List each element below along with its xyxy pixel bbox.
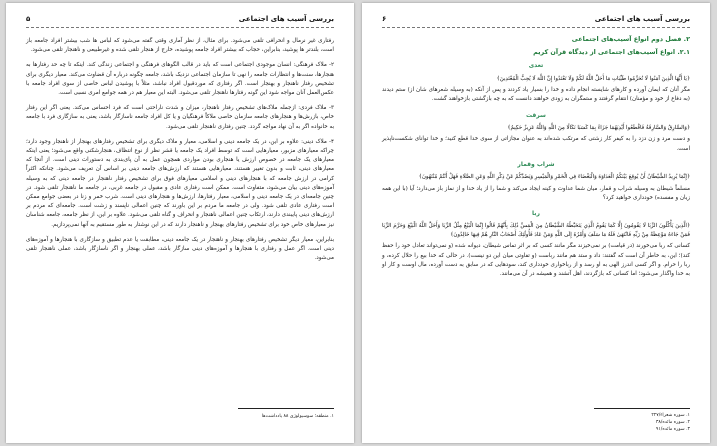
section-title: ۲. فصل دوم انواع آسیب‌های اجتماعی bbox=[571, 35, 690, 43]
subsection-title: ۲.۱. انواع آسیب‌های اجتماعی از دیدگاه قرآن کریم bbox=[533, 48, 690, 57]
footnote-divider bbox=[238, 408, 334, 409]
quran-verse: ﴿الَّذِينَ يَأْكُلُونَ الرِّبَا لَا يَقُومُونَ إِلَّا كَمَا يَقُومُ الَّذِي يَتَخَبَّطُهُ الشَّيْطَانُ مِنَ الْمَسِّ ذَٰلِكَ بِأَنَّهُمْ قَالُوا إِنَّمَا الْبَيْعُ مِثْلُ الرِّبَا وَأَحَلَّ اللَّهُ الْبَيْعَ وَحَرَّمَ الرِّبَا فَمَنْ جَاءَهُ مَوْعِظَةٌ مِنْ رَبِّهِ فَانْتَهَىٰ فَلَهُ مَا سَلَفَ وَأَمْرُهُ إِلَى اللَّهِ وَمَنْ عَادَ فَأُولَٰئِكَ أَصْحَابُ النَّارِ هُمْ فِيهَا خَالِدُونَ﴾ bbox=[382, 223, 690, 238]
footnote: ۱. سوره شعراء/۲۲۷ bbox=[651, 413, 690, 418]
footnote-divider bbox=[594, 408, 690, 409]
page-header bbox=[382, 13, 690, 28]
footnote: ۳. سوره مائده/۹۱ bbox=[655, 427, 690, 432]
paragraph: رفتاری غیر نرمال و انحرافی تلقی می‌شود. برای مثال، از نظر آماری وقتی گفته می‌شود که لباس ها شب بیشتر افراد جامعه باز است، بلندتر ها پوشید، بنابراین، حجاب که بیشتر افراد جامعه پوشیده، خارج از هنجار تلقی شده و غیرطبیعی و ناهنجار تلقی می‌شود. bbox=[26, 38, 334, 54]
page-body bbox=[382, 35, 690, 285]
translation-paragraph: کسانی که ربا می‌خورند (در قیامت) بر نمی‌خیزند مگر مانند کسی که بر اثر تماس شیطان، دیوانه شده (و نمی‌تواند تعادل خود را حفظ کند)؛ این، به خاطر آن است که گفتند: داد و ستد هم مانند رباست (و تفاوتی میان این دو نیست). در حالی که خدا بیع را حلال کرده، و ربا را حرام. و اگر کسی اندرز الهی به او رسد و از رباخواری خودداری کند، سودهایی که در سابق به دست آورده، مال اوست و کار او به خدا واگذار می‌شود؛ اما کسانی که بازگردند، اهل آتشند و همیشه در آن می‌مانند. bbox=[382, 243, 690, 278]
translation-paragraph: و دست مرد و زن دزد را به کیفر کار زشتی که مرتکب شده‌اند به عنوان مجازاتی از سوی خدا قطع کنید؛ و خدا توانای شکست‌ناپذیر است. bbox=[382, 136, 690, 152]
quran-verse: ﴿إِنَّمَا يُرِيدُ الشَّيْطَانُ أَنْ يُوقِعَ بَيْنَكُمُ الْعَدَاوَةَ وَالْبَغْضَاءَ فِي الْخَمْرِ وَالْمَيْسِرِ وَيَصُدَّكُمْ عَنْ ذِكْرِ اللَّهِ وَعَنِ الصَّلَاةِ فَهَلْ أَنْتُمْ مُنْتَهُونَ﴾ bbox=[418, 174, 690, 181]
translation-paragraph: مسلماً شیطان به وسیله شراب و قمار، میان شما عداوت و کینه ایجاد می‌کند و شما را از یاد خدا و از نماز باز می‌دارد؛ آیا (با این همه زیان و مفسده) خودداری خواهید کرد؟ bbox=[382, 185, 690, 201]
paragraph: ۲- ملاک فرهنگی: انسان موجودی اجتماعی است که باید در قالب الگوهای فرهنگی و اجتماعی زندگی کند. اینکه تا چه حد رفتارها به هنجارها، سنت‌ها و انتظارات جامعه را نهی تا سازمان اجتماعی نزدیک باشد، جامعه چگونه درباره آن قضاوت می‌کند. معیار دیگری برای تشخیص رفتار ناهنجار و بهنجار است. اگر رفتاری که موردقبول افراد نباشد، مثلاً با پوشیدن لباس خاصی از سوی افراد جامعه با عکس‌العمل آنان مواجه شود این گونه رفتارها ناهنجار تلقی می‌شود. البته این معیار هم در همه جوامع امری نسبی است. bbox=[26, 62, 334, 97]
running-title: بررسی آسیب های اجتماعی bbox=[238, 15, 334, 23]
left-page bbox=[6, 3, 354, 443]
footnotes bbox=[651, 412, 690, 433]
paragraph: ۳- ملاک فردی: ازجمله ملاک‌های تشخیص رفتار ناهنجار، میزان و شدت ناراحتی است که فرد احساس می‌کند. یعنی اگر این رفتار خاص، بازرش‌ها و هنجارهای جامعه سازمان خاصی ملاکاً فرهنگیان و یا کل افراد جامعه ناسازگار باشد، یعنی به سازگاری فرد با جامعه به خانواده اگر به آن نهاد مواجه گردد. چنین رفتاری ناهنجار تلقی می‌شود. bbox=[26, 105, 334, 130]
subheading: ربا bbox=[532, 210, 540, 218]
subheading: شراب وقمار bbox=[517, 160, 555, 168]
right-page bbox=[362, 3, 710, 443]
quran-verse: ﴿وَالسَّارِقُ وَالسَّارِقَةُ فَاقْطَعُوا أَيْدِيَهُمَا جَزَاءً بِمَا كَسَبَا نَكَالًا مِنَ اللَّهِ وَاللَّهُ عَزِيزٌ حَكِيمٌ﴾ bbox=[507, 124, 690, 131]
quran-verse: ﴿يَا أَيُّهَا الَّذِينَ آمَنُوا لَا تُحَرِّمُوا طَيِّبَاتِ مَا أَحَلَّ اللَّهُ لَكُمْ وَلَا تَعْتَدُوا إِنَّ اللَّهَ لَا يُحِبُّ الْمُعْتَدِينَ﴾ bbox=[496, 75, 690, 82]
subheading: سرقت bbox=[526, 111, 546, 119]
page-number: ۵ bbox=[26, 15, 31, 23]
page-body bbox=[26, 37, 334, 269]
subheading: تعدی bbox=[528, 62, 544, 70]
footnote: ۱. منطقه؛ سوسیولوژی ۸۸ یادداشت‌ها bbox=[261, 414, 334, 419]
running-title: بررسی آسیب های اجتماعی bbox=[594, 15, 690, 23]
page-header bbox=[26, 13, 334, 28]
translation-paragraph: مگر آنان که ایمان آورده و کارهای شایسته انجام داده و خدا را بسیار یاد کردند و پس از آنکه (به وسیله شعرهای شان از) ستم دیدند (به دفاع از خود و مؤمنان) انتقام گرفتند و ستمگران به زودی خواهند دانست که به چه بازگشتی بازخواهند گشت. bbox=[382, 87, 690, 103]
footnote: ۲. سوره مائده/۳۸ bbox=[655, 420, 690, 425]
page-number: ۶ bbox=[382, 15, 387, 23]
paragraph: بنابراین، معیار دیگر تشخیص رفتارهای بهنجار و ناهنجار در یک جامعه دینی، مطابقت یا عدم تطبیق و سازگاری با هنجارها و آموزه‌های دینی است. اگر عمل و رفتاری با هنجارها و آموزه‌های دینی سازگار باشد، عملی بهنجار و اگر ناسازگار باشد، عملی ناهنجار تلقی می‌شود. bbox=[26, 236, 334, 262]
paragraph: ۴- ملاک دینی: علاوه بر این، در یک جامعه دینی و اسلامی، معیار و ملاک دیگری برای تشخیص رفتارهای بهنجار از ناهنجار وجود دارد؛ چراکه معیارهای مزبور، معیارهایی است که توسط افراد یک جامعه یا قشر نظر از نوع انتظاف، هنجارشکنی واقع می‌شود؛ یعنی اینکه معیارهای یک جامعه در خصوص ارزش یا هنجاری بودن مواردی همچون عمل به آن پای‌بندی به دستورات دینی است. از آنجا که معیارهای دینی، ثابت و بدون تغییر هستند، معیارهایی هستند که ارزش‌های جامعه دینی بر اساس آن تعریف می‌شود. چنانکه اکثراً کرامی در ارزش جامعه که با هنجارهای دینی و اسلامی معیارهای فوق برای تشخیص رفتار ناهنجار در جامعه دینی که به وسیله آموزه‌های دینی بیان می‌شود، متفاوت است. ممکن است رفتاری عادی و مقبول در جامعه غربی، در جامعه ما ناهنجار تلقی شود. در چنین جامعه‌ای در یک جامعه دینی و اسلامی، معیار رفتارها، ارزش‌ها و هنجارهای دینی است. شرب خمر و زنا در بعضی جوامع ممکن است رفتاری عادی تلقی شود. ولی در جامعه ما مردم بر این باورند که چنین اعمالی ناپسند و زشت است. جامعه‌ای که مردم بر ارزش‌های دینی پایبندی دارند، ارتکاب چنین اعمالی ناهنجار و انحراف و گناه تلقی می‌شود. علاوه بر این، از نظر جامعه، جامعه شناسان نیز معیارهای خاص خود برای تشخیص رفتارهای بهنجار و ناهنجار دارند که در این نوشتار به طور مستقیم به آنها نمی‌پردازیم. bbox=[26, 138, 334, 228]
